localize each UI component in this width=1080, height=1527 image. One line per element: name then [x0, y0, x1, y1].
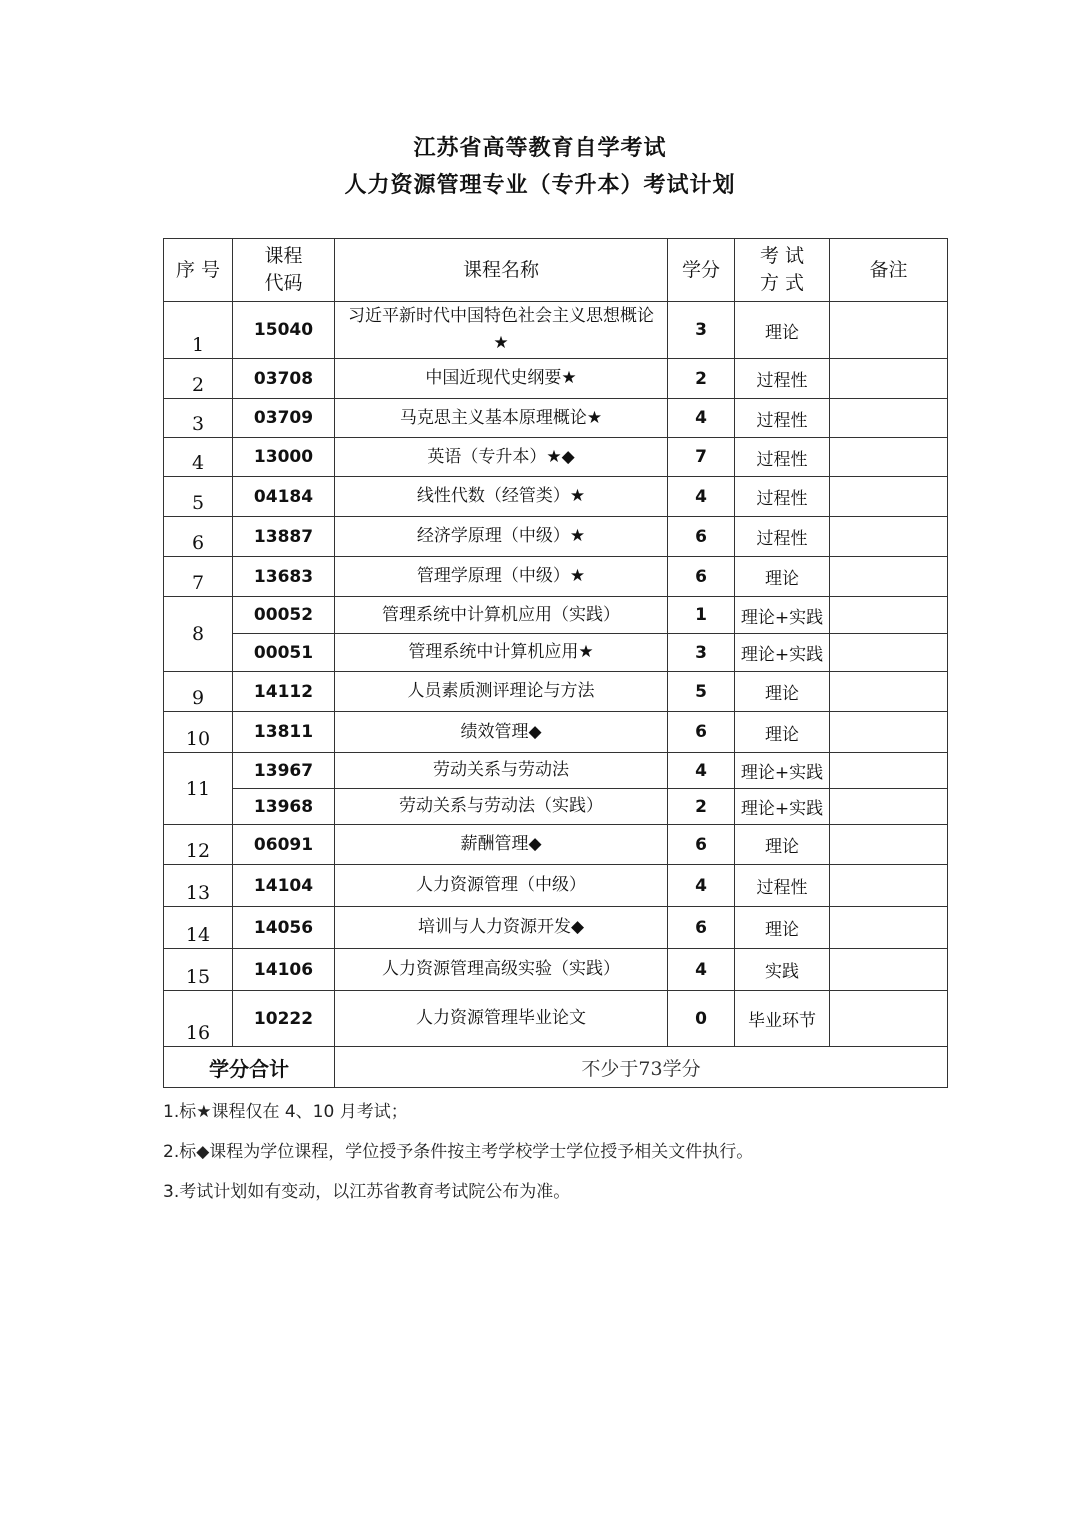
mode-cell: 理论+实践: [735, 597, 830, 634]
table-row: [164, 517, 948, 557]
remark-cell: [830, 302, 948, 359]
table-row: [164, 789, 948, 825]
remark-cell: [830, 634, 948, 672]
code-cell: 13967: [233, 753, 335, 789]
remark-cell: [830, 949, 948, 991]
mode-cell: 理论+实践: [735, 789, 830, 825]
seq-cell: 5: [164, 477, 233, 517]
name-cell: 薪酬管理◆: [335, 825, 668, 865]
remark-cell: [830, 865, 948, 907]
name-cell: 管理学原理（中级）★: [335, 557, 668, 597]
name-cell: 人力资源管理（中级）: [335, 865, 668, 907]
table-header-row: [164, 239, 948, 302]
mode-cell: 理论: [735, 302, 830, 359]
mode-cell: 毕业环节: [735, 991, 830, 1047]
footnote: 2.标◆课程为学位课程，学位授予条件按主考学校学士学位授予相关文件执行。: [163, 1142, 754, 1162]
seq-cell: 12: [164, 825, 233, 865]
header-seq: 序 号: [164, 239, 233, 302]
table-row: [164, 557, 948, 597]
name-line: 习近平新时代中国特色社会主义思想概论: [348, 306, 654, 326]
name-cell: 马克思主义基本原理概论★: [335, 399, 668, 438]
remark-cell: [830, 557, 948, 597]
code-cell: 00052: [233, 597, 335, 634]
page-subtitle: 人力资源管理专业（专升本）考试计划: [344, 173, 736, 198]
seq-cell: 15: [164, 949, 233, 991]
table-row: [164, 359, 948, 399]
credit-cell: 7: [668, 438, 735, 477]
mode-cell: 理论: [735, 672, 830, 712]
name-cell: 人力资源管理毕业论文: [335, 991, 668, 1047]
name-cell: 管理系统中计算机应用★: [335, 634, 668, 672]
exam-plan-table: [163, 238, 948, 1088]
credit-cell: 6: [668, 825, 735, 865]
credit-cell: 3: [668, 634, 735, 672]
code-cell: 04184: [233, 477, 335, 517]
total-row: [164, 1047, 948, 1088]
header-code-line1: 课程: [264, 245, 303, 267]
remark-cell: [830, 672, 948, 712]
mode-cell: 理论: [735, 712, 830, 753]
remark-cell: [830, 753, 948, 789]
code-cell: 13968: [233, 789, 335, 825]
header-mode-line2: 方 式: [759, 272, 805, 294]
footnote: 1.标★课程仅在 4、10 月考试；: [163, 1102, 408, 1122]
seq-cell: 4: [164, 438, 233, 477]
table-row: [164, 712, 948, 753]
header-name: 课程名称: [335, 239, 668, 302]
page-title: 江苏省高等教育自学考试: [413, 136, 667, 161]
name-cell: 绩效管理◆: [335, 712, 668, 753]
table-row: [164, 477, 948, 517]
seq-cell: 2: [164, 359, 233, 399]
code-cell: 06091: [233, 825, 335, 865]
seq-cell: 6: [164, 517, 233, 557]
credit-cell: 0: [668, 991, 735, 1047]
seq-cell: 7: [164, 557, 233, 597]
code-cell: 03709: [233, 399, 335, 438]
header-mode-line1: 考 试: [759, 245, 805, 267]
code-cell: 14112: [233, 672, 335, 712]
name-cell: 培训与人力资源开发◆: [335, 907, 668, 949]
credit-cell: 2: [668, 789, 735, 825]
credit-cell: 5: [668, 672, 735, 712]
remark-cell: [830, 477, 948, 517]
remark-cell: [830, 991, 948, 1047]
credit-cell: 4: [668, 399, 735, 438]
header-code: [233, 239, 335, 302]
mode-cell: 理论: [735, 825, 830, 865]
credit-cell: 2: [668, 359, 735, 399]
credit-cell: 4: [668, 477, 735, 517]
remark-cell: [830, 438, 948, 477]
code-cell: 13683: [233, 557, 335, 597]
name-cell: 劳动关系与劳动法: [335, 753, 668, 789]
name-cell: 劳动关系与劳动法（实践）: [335, 789, 668, 825]
code-cell: 14056: [233, 907, 335, 949]
mode-cell: 过程性: [735, 865, 830, 907]
remark-cell: [830, 399, 948, 438]
mode-cell: 过程性: [735, 517, 830, 557]
seq-cell: 11: [164, 753, 233, 825]
table-row: [164, 672, 948, 712]
credit-cell: 6: [668, 907, 735, 949]
code-cell: 13887: [233, 517, 335, 557]
table-row: [164, 597, 948, 634]
seq-cell: 9: [164, 672, 233, 712]
name-cell: 经济学原理（中级）★: [335, 517, 668, 557]
name-cell: 中国近现代史纲要★: [335, 359, 668, 399]
remark-cell: [830, 517, 948, 557]
header-credit: 学分: [668, 239, 735, 302]
name-cell: 英语（专升本）★◆: [335, 438, 668, 477]
name-cell: 人员素质测评理论与方法: [335, 672, 668, 712]
name-line: ★: [493, 333, 509, 353]
remark-cell: [830, 597, 948, 634]
credit-cell: 6: [668, 517, 735, 557]
remark-cell: [830, 359, 948, 399]
table-row: [164, 753, 948, 789]
header-mode: [735, 239, 830, 302]
seq-cell: 1: [164, 302, 233, 359]
code-cell: 10222: [233, 991, 335, 1047]
header-code-line2: 代码: [264, 272, 303, 294]
remark-cell: [830, 825, 948, 865]
footnote: 3.考试计划如有变动，以江苏省教育考试院公布为准。: [163, 1182, 571, 1202]
name-cell: 管理系统中计算机应用（实践）: [335, 597, 668, 634]
total-credits-value: 不少于73学分: [335, 1047, 948, 1088]
credit-cell: 3: [668, 302, 735, 359]
credit-cell: 4: [668, 753, 735, 789]
code-cell: 15040: [233, 302, 335, 359]
remark-cell: [830, 907, 948, 949]
remark-cell: [830, 789, 948, 825]
mode-cell: 理论: [735, 557, 830, 597]
table-row: [164, 302, 948, 359]
seq-cell: 14: [164, 907, 233, 949]
mode-cell: 理论+实践: [735, 634, 830, 672]
mode-cell: 实践: [735, 949, 830, 991]
table-row: [164, 825, 948, 865]
seq-cell: 3: [164, 399, 233, 438]
seq-cell: 10: [164, 712, 233, 753]
credit-cell: 6: [668, 712, 735, 753]
header-remark: 备注: [830, 239, 948, 302]
total-credits-label: 学分合计: [164, 1047, 335, 1088]
table-row: [164, 907, 948, 949]
credit-cell: 6: [668, 557, 735, 597]
table-row: [164, 634, 948, 672]
credit-cell: 4: [668, 865, 735, 907]
seq-cell: 16: [164, 991, 233, 1047]
code-cell: 14106: [233, 949, 335, 991]
mode-cell: 过程性: [735, 438, 830, 477]
code-cell: 03708: [233, 359, 335, 399]
table-row: [164, 865, 948, 907]
table-row: [164, 438, 948, 477]
code-cell: 13811: [233, 712, 335, 753]
table-row: [164, 991, 948, 1047]
name-cell: [335, 302, 668, 359]
seq-cell: 8: [164, 597, 233, 672]
mode-cell: 过程性: [735, 477, 830, 517]
code-cell: 00051: [233, 634, 335, 672]
mode-cell: 过程性: [735, 359, 830, 399]
credit-cell: 1: [668, 597, 735, 634]
mode-cell: 理论: [735, 907, 830, 949]
name-cell: 人力资源管理高级实验（实践）: [335, 949, 668, 991]
mode-cell: 理论+实践: [735, 753, 830, 789]
code-cell: 14104: [233, 865, 335, 907]
name-cell: 线性代数（经管类）★: [335, 477, 668, 517]
table-row: [164, 399, 948, 438]
table-row: [164, 949, 948, 991]
footnotes: [163, 1100, 963, 1220]
remark-cell: [830, 712, 948, 753]
mode-cell: 过程性: [735, 399, 830, 438]
seq-cell: 13: [164, 865, 233, 907]
code-cell: 13000: [233, 438, 335, 477]
credit-cell: 4: [668, 949, 735, 991]
